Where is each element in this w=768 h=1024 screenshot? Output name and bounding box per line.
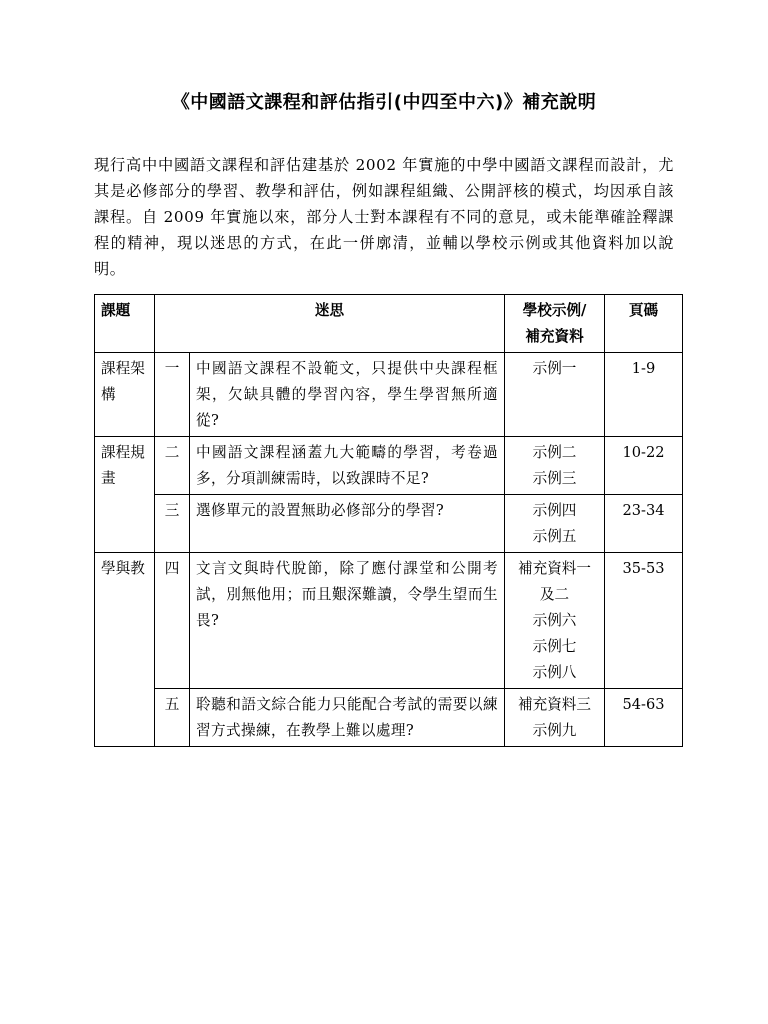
topic-cell: 課程規畫: [95, 437, 155, 553]
reference-item: 示例四: [532, 502, 577, 519]
reference-item: 示例七: [532, 638, 577, 655]
reference-cell: [505, 437, 605, 495]
header-reference: [505, 295, 605, 353]
reference-item: 示例一: [532, 360, 577, 377]
table-row: [95, 495, 683, 553]
myth-text: 中國語文課程涵蓋九大範疇的學習，考卷過多，分項訓練需時，以致課時不足?: [190, 437, 505, 495]
header-page: 頁碼: [605, 295, 683, 353]
myth-text: 文言文與時代脫節，除了應付課堂和公開考試，別無他用；而且艱深難讀，令學生望而生畏?: [190, 553, 505, 689]
myth-text: 選修單元的設置無助必修部分的學習?: [190, 495, 505, 553]
topic-cell: 課程架構: [95, 353, 155, 437]
page-range: 23-34: [605, 495, 683, 553]
reference-item: 示例二: [532, 444, 577, 461]
reference-item: 示例八: [532, 664, 577, 681]
document-title: 《中國語文課程和評估指引(中四至中六)》補充說明: [171, 92, 597, 113]
header-reference-line1: 學校示例/: [522, 302, 587, 319]
table-header-row: [95, 295, 683, 353]
intro-paragraph: [94, 152, 674, 282]
reference-item: 示例三: [532, 470, 577, 487]
header-topic: 課題: [95, 295, 155, 353]
myth-number: 一: [155, 353, 190, 437]
myth-number: 五: [155, 689, 190, 747]
myth-number: 四: [155, 553, 190, 689]
myth-number: 三: [155, 495, 190, 553]
reference-item: 示例六: [532, 612, 577, 629]
myth-text: 中國語文課程不設範文，只提供中央課程框架，欠缺具體的學習內容，學生學習無所適從?: [190, 353, 505, 437]
header-myth: 迷思: [155, 295, 505, 353]
header-reference-line2: 補充資料: [525, 328, 584, 345]
reference-cell: [505, 353, 605, 437]
reference-cell: [505, 495, 605, 553]
reference-cell: [505, 689, 605, 747]
table-row: [95, 437, 683, 495]
page-range: 54-63: [605, 689, 683, 747]
reference-cell: [505, 553, 605, 689]
table-row: [95, 553, 683, 689]
myths-table: [94, 294, 683, 747]
intro-text: 現行高中中國語文課程和評估建基於 2002 年實施的中學中國語文課程而設計，尤其是必修部分的學習、教學和評估，例如課程組織、公開評核的模式，均因承自該課程。自 2009 年實施以來，部分人士對本課程有不同的意見，或未能準確詮釋課程的精神，現以迷思的方式，在此一併廓清，並輔以學校示例或其他資料加以說明。: [94, 156, 674, 278]
page-range: 35-53: [605, 553, 683, 689]
reference-item: 示例五: [532, 528, 577, 545]
myth-text: 聆聽和語文綜合能力只能配合考試的需要以練習方式操練，在教學上難以處理?: [190, 689, 505, 747]
page-range: 10-22: [605, 437, 683, 495]
table-row: [95, 353, 683, 437]
page-range: 1-9: [605, 353, 683, 437]
reference-item: 補充資料一及二: [518, 560, 591, 603]
topic-cell: 學與教: [95, 553, 155, 747]
reference-item: 補充資料三: [518, 696, 591, 713]
reference-item: 示例九: [532, 722, 577, 739]
myth-number: 二: [155, 437, 190, 495]
table-row: [95, 689, 683, 747]
